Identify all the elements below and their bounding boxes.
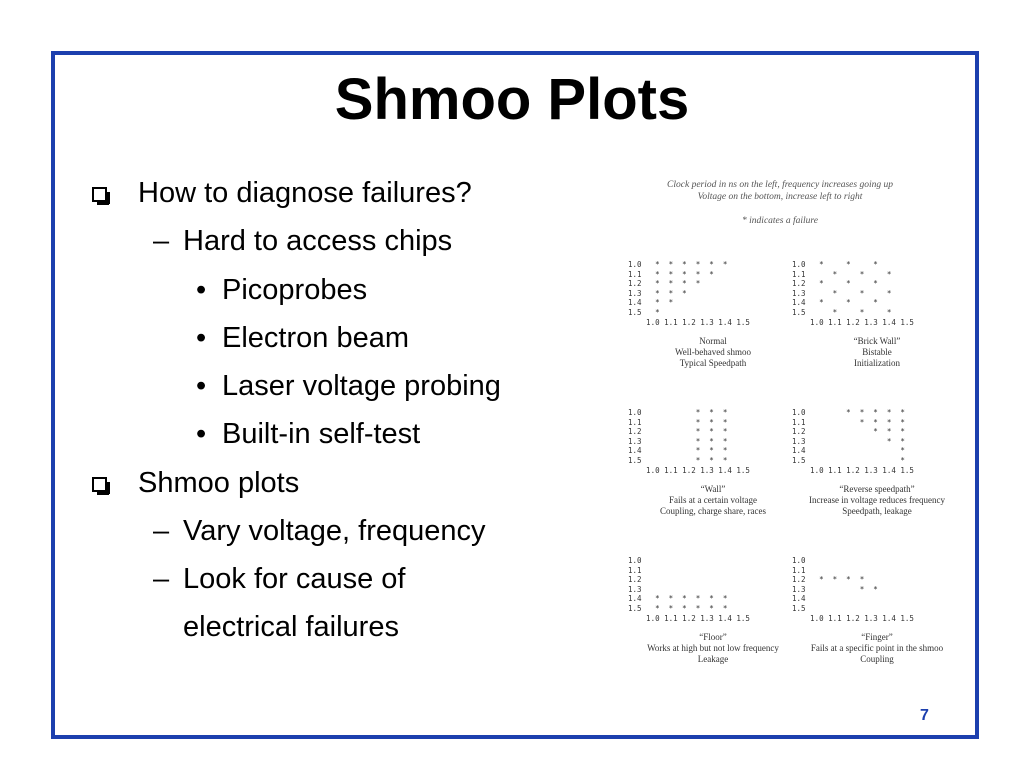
shmoo-row: 1.2 * * * bbox=[628, 427, 728, 437]
shmoo-row: 1.1 bbox=[628, 565, 656, 575]
intro-line: * indicates a failure bbox=[742, 216, 818, 226]
shmoo-row: 1.4 * * * * * * bbox=[628, 594, 728, 604]
shmoo-row: 1.0 * * * bbox=[792, 260, 878, 269]
bullet-text: Electron beam bbox=[222, 322, 409, 354]
caption-line: Initialization bbox=[854, 358, 900, 368]
bullet-text: Vary voltage, frequency bbox=[183, 515, 486, 547]
shmoo-figure bbox=[600, 175, 960, 695]
shmoo-caption bbox=[792, 484, 962, 517]
caption-line: “Brick Wall” bbox=[853, 336, 901, 346]
shmoo-row: 1.5 * * * bbox=[792, 308, 892, 317]
shmoo-row: 1.0 * * * * * * bbox=[628, 260, 728, 269]
shmoo-row: 1.5 * bbox=[628, 308, 660, 317]
shmoo-row: 1.3 * * bbox=[792, 584, 878, 594]
shmoo-row: 1.3 * * * bbox=[792, 288, 892, 298]
caption-line: Well-behaved shmoo bbox=[674, 347, 751, 357]
caption-line: Typical Speedpath bbox=[679, 358, 747, 368]
bullet-marker: – bbox=[153, 563, 170, 595]
bullet-text: Shmoo plots bbox=[138, 467, 300, 499]
shmoo-row: 1.5 * * * bbox=[628, 456, 728, 465]
shmoo-axis: 1.0 1.1 1.2 1.3 1.4 1.5 bbox=[792, 465, 914, 475]
shmoo-row: 1.0 bbox=[628, 556, 656, 565]
shmoo-row: 1.0 * * * bbox=[628, 408, 728, 417]
caption-line: “Reverse speedpath” bbox=[839, 484, 915, 494]
shmoo-row: 1.1 * * * * bbox=[792, 417, 905, 427]
caption-line: Coupling, charge share, races bbox=[659, 506, 767, 516]
bullet-text: electrical failures bbox=[183, 611, 399, 643]
intro-line: Voltage on the bottom, increase left to right bbox=[697, 192, 863, 202]
caption-line: Bistable bbox=[862, 347, 892, 357]
bullet-text: Hard to access chips bbox=[183, 225, 453, 257]
bullet-marker: – bbox=[153, 515, 170, 547]
shmoo-axis: 1.0 1.1 1.2 1.3 1.4 1.5 bbox=[628, 317, 750, 327]
caption-line: Increase in voltage reduces frequency bbox=[809, 495, 945, 505]
shmoo-row: 1.0 * * * * * bbox=[792, 408, 905, 417]
shmoo-row: 1.4 * * bbox=[628, 298, 674, 308]
shmoo-row: 1.3 * * bbox=[792, 436, 905, 446]
caption-line: “Floor” bbox=[699, 632, 727, 642]
bullet-text: Built-in self-test bbox=[222, 418, 421, 450]
shmoo-row: 1.2 * * * * bbox=[792, 575, 865, 585]
bullet-text: Look for cause of bbox=[183, 563, 406, 595]
bullet-marker: – bbox=[153, 225, 170, 257]
shmoo-caption bbox=[792, 632, 962, 665]
shmoo-row: 1.4 * * * bbox=[792, 298, 878, 308]
caption-line: Speedpath, leakage bbox=[842, 506, 912, 516]
bullet-text: Laser voltage probing bbox=[222, 370, 501, 402]
shmoo-row: 1.1 * * * * * bbox=[628, 269, 714, 279]
caption-line: Fails at a specific point in the shmoo bbox=[810, 643, 944, 653]
shmoo-caption bbox=[792, 336, 962, 369]
checkbox-icon bbox=[92, 477, 107, 492]
shmoo-caption bbox=[628, 484, 798, 517]
shmoo-row: 1.2 * * * bbox=[792, 279, 878, 289]
caption-line: “Finger” bbox=[861, 632, 893, 642]
shmoo-row: 1.3 bbox=[628, 584, 656, 594]
shmoo-row: 1.4 * bbox=[792, 446, 905, 456]
caption-line: Works at high but not low frequency bbox=[647, 643, 779, 653]
shmoo-row: 1.2 * * * * bbox=[628, 279, 701, 289]
shmoo-axis: 1.0 1.1 1.2 1.3 1.4 1.5 bbox=[792, 317, 914, 327]
caption-line: Fails at a certain voltage bbox=[669, 495, 757, 505]
bullet-marker: • bbox=[196, 322, 207, 354]
checkbox-icon bbox=[92, 187, 107, 202]
shmoo-row: 1.5 bbox=[792, 604, 820, 613]
shmoo-row: 1.1 * * * bbox=[792, 269, 892, 279]
shmoo-axis: 1.0 1.1 1.2 1.3 1.4 1.5 bbox=[628, 465, 750, 475]
bullet-marker: • bbox=[196, 418, 207, 450]
shmoo-row: 1.4 * * * bbox=[628, 446, 728, 456]
bullet-text: How to diagnose failures? bbox=[138, 177, 472, 209]
shmoo-row: 1.0 bbox=[792, 556, 820, 565]
shmoo-row: 1.1 * * * bbox=[628, 417, 728, 427]
shmoo-row: 1.1 bbox=[792, 565, 820, 575]
bullet-text: Picoprobes bbox=[222, 274, 368, 306]
shmoo-caption bbox=[628, 336, 798, 369]
caption-line: Normal bbox=[699, 336, 727, 346]
shmoo-axis: 1.0 1.1 1.2 1.3 1.4 1.5 bbox=[792, 613, 914, 623]
caption-line: Coupling bbox=[860, 654, 894, 664]
shmoo-row: 1.5 * * * * * * bbox=[628, 604, 728, 613]
bullet-marker: • bbox=[196, 370, 207, 402]
bullet-marker: • bbox=[196, 274, 207, 306]
shmoo-row: 1.3 * * * bbox=[628, 436, 728, 446]
figure-intro bbox=[600, 179, 960, 227]
shmoo-row: 1.5 * bbox=[792, 456, 905, 465]
shmoo-row: 1.2 * * * bbox=[792, 427, 905, 437]
shmoo-row: 1.4 bbox=[792, 594, 820, 604]
shmoo-row: 1.3 * * * bbox=[628, 288, 687, 298]
caption-line: Leakage bbox=[697, 654, 729, 664]
intro-line bbox=[600, 203, 960, 215]
intro-line: Clock period in ns on the left, frequency increases going up bbox=[667, 180, 893, 190]
shmoo-axis: 1.0 1.1 1.2 1.3 1.4 1.5 bbox=[628, 613, 750, 623]
caption-line: “Wall” bbox=[700, 484, 726, 494]
shmoo-row: 1.2 bbox=[628, 575, 656, 585]
page-number: 7 bbox=[920, 707, 929, 724]
slide-title: Shmoo Plots bbox=[334, 67, 690, 132]
shmoo-caption bbox=[628, 632, 798, 665]
